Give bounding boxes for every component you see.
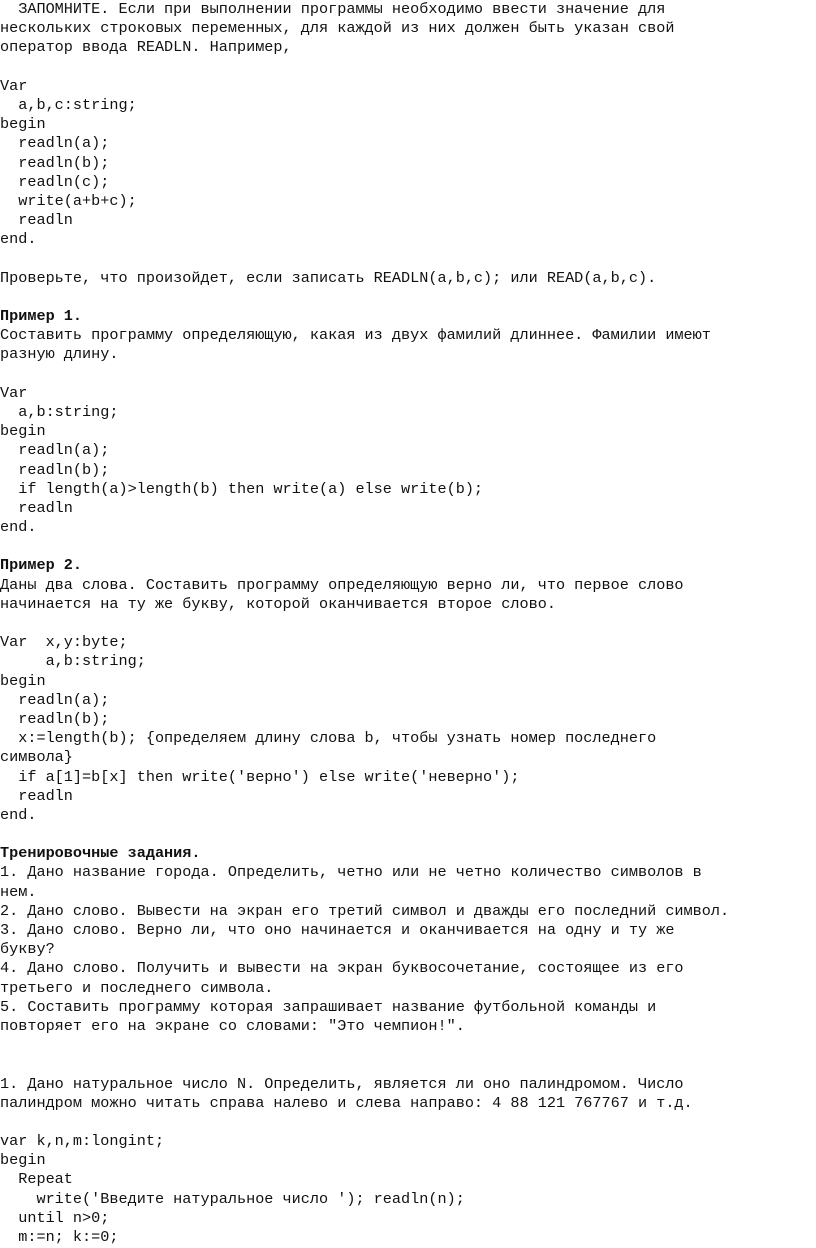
text-line: оператор ввода READLN. Например, [0, 38, 292, 57]
text-line: readln(a); [0, 441, 110, 460]
blank-line [0, 1113, 816, 1132]
text-line: ЗАПОМНИТЕ. Если при выполнении программы необходимо ввести значение для [0, 0, 666, 18]
text-line: if a[1]=b[x] then write('верно') else write('неверно'); [0, 767, 520, 786]
blank-line [0, 365, 816, 384]
text-line: begin [0, 422, 46, 441]
blank-line [0, 614, 816, 633]
section-heading: Пример 2. [0, 556, 83, 575]
text-line: Var [0, 76, 28, 95]
section-heading: Пример 1. [0, 307, 83, 325]
text-line: Repeat [0, 1170, 73, 1189]
text-line: readln [0, 498, 73, 517]
text-line: 3. Дано слово. Верно ли, что оно начинается и оканчивается на одну и ту же [0, 921, 675, 939]
text-line: палиндром можно читать справа налево и слева направо: 4 88 121 767767 и т.д. [0, 1093, 693, 1112]
text-line: var k,n,m:longint; [0, 1132, 165, 1151]
text-line: until n>0; [0, 1208, 110, 1227]
text-line: readln [0, 786, 73, 805]
blank-line [0, 1036, 816, 1055]
section-heading: Тренировочные задания. [0, 844, 201, 863]
text-line: readln(a); [0, 690, 110, 709]
text-line: третьего и последнего символа. [0, 978, 274, 997]
text-line: readln(b); [0, 153, 110, 172]
text-line: end. [0, 518, 37, 537]
text-line: readln [0, 211, 73, 230]
text-line: начинается на ту же букву, которой оканчивается второе слово. [0, 594, 556, 613]
text-line: Var x,y:byte; [0, 633, 128, 652]
text-line: 4. Дано слово. Получить и вывести на экран буквосочетание, состоящее из его [0, 959, 684, 978]
blank-line [0, 1055, 816, 1074]
text-line: разную длину. [0, 345, 119, 364]
text-line: Var [0, 383, 28, 402]
text-line: if length(a)>length(b) then write(a) else write(b); [0, 479, 484, 498]
text-line: a,b:string; [0, 402, 119, 421]
text-line: begin [0, 671, 46, 690]
text-line: readln(c); [0, 172, 110, 191]
text-line: букву? [0, 940, 55, 959]
text-line: write('Введите натуральное число '); readln(n); [0, 1189, 465, 1208]
text-line: write(a+b+c); [0, 191, 137, 210]
text-line: символа} [0, 748, 73, 767]
blank-line [0, 537, 816, 556]
blank-line [0, 249, 816, 268]
text-line: x:=length(b); {определяем длину слова b, чтобы узнать номер последнего [0, 729, 657, 748]
blank-line [0, 288, 816, 307]
text-line: Составить программу определяющую, какая из двух фамилий длиннее. Фамилии имеют [0, 326, 711, 345]
text-line: end. [0, 805, 37, 824]
text-line: Даны два слова. Составить программу определяющую верно ли, что первое слово [0, 575, 684, 594]
text-line: повторяет его на экране со словами: "Это чемпион!". [0, 1016, 465, 1035]
text-line: Проверьте, что произойдет, если записать READLN(a,b,c); или READ(a,b,c). [0, 268, 657, 287]
text-line: begin [0, 1151, 46, 1170]
text-line: m:=n; k:=0; [0, 1228, 119, 1246]
text-line: end. [0, 230, 37, 249]
text-line: a,b,c:string; [0, 95, 137, 114]
text-line: нем. [0, 882, 37, 901]
text-line: a,b:string; [0, 652, 146, 671]
text-line: 1. Дано название города. Определить, четно или не четно количество символов в [0, 863, 702, 882]
blank-line [0, 825, 816, 844]
text-line: readln(a); [0, 134, 110, 153]
text-line: 2. Дано слово. Вывести на экран его третий символ и дважды его последний символ. [0, 901, 730, 920]
text-line: нескольких строковых переменных, для каждой из них должен быть указан свой [0, 19, 675, 38]
text-line: 5. Составить программу которая запрашивает название футбольной команды и [0, 997, 657, 1016]
text-line: readln(b); [0, 709, 110, 728]
text-line: 1. Дано натуральное число N. Определить, является ли оно палиндромом. Число [0, 1074, 684, 1093]
text-line: begin [0, 115, 46, 134]
text-line: readln(b); [0, 460, 110, 479]
blank-line [0, 58, 816, 77]
